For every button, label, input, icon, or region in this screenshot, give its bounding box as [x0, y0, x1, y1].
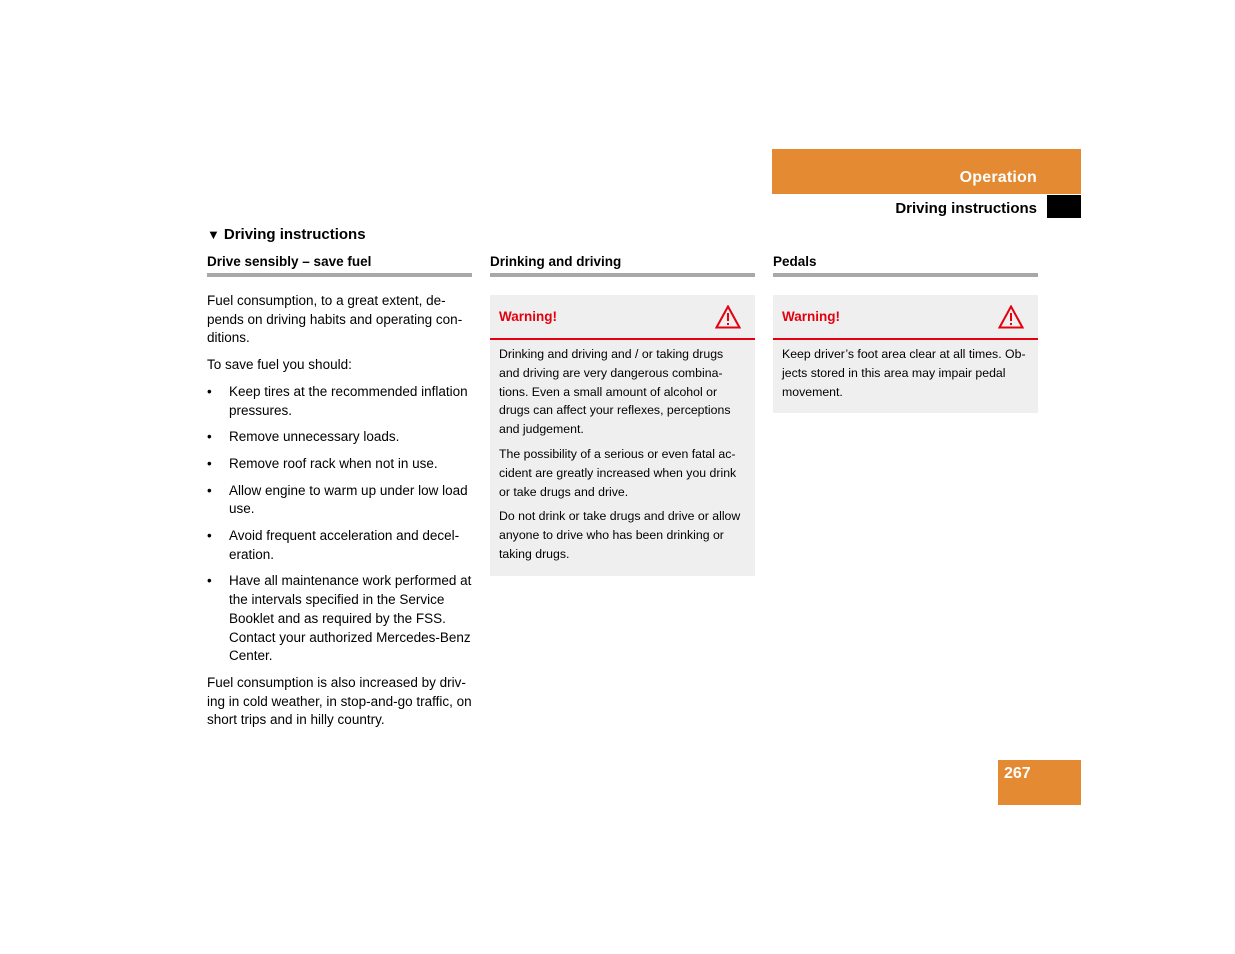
main-heading: [207, 226, 366, 243]
list-item: • Remove roof rack when not in use.: [207, 455, 472, 474]
section-title: Operation: [959, 169, 1037, 186]
column-heading: Pedals: [773, 254, 1038, 277]
paragraph: Fuel consumption is also increased by driving in cold weather, in stop-and-go traffic, on short trips and in hilly country.: [207, 674, 472, 728]
subsection-title: Driving instructions: [895, 200, 1037, 217]
list-item: • Remove unnecessary loads.: [207, 428, 472, 447]
warning-paragraph: Drinking and driving and / or taking drugs and driving are very dangerous combinations. Even a small amount of alcohol or drugs can affect your reflexes, perceptions and judgement.: [499, 347, 731, 437]
warning-box: [490, 295, 755, 576]
list-item: • Keep tires at the recommended inflation pressures.: [207, 383, 472, 420]
column-heading: Drive sensibly – save fuel: [207, 254, 472, 277]
column-drinking: [490, 254, 755, 576]
triangle-down-icon: ▼: [207, 227, 220, 242]
page-number-box: [998, 760, 1081, 805]
main-heading-text: Driving instructions: [223, 226, 366, 243]
warning-paragraph: The possibility of a serious or even fatal accident are greatly increased when you drink or take drugs and drive.: [499, 446, 737, 499]
warning-triangle-icon: [998, 305, 1024, 329]
column-fuel: [207, 254, 472, 738]
column-pedals: [773, 254, 1038, 413]
list-item: • Have all maintenance work performed at the intervals specified in the Service Booklet and as required by the FSS. Contact your authorized Mercedes-Benz Center.: [207, 572, 472, 666]
bullet-list: [207, 383, 472, 666]
warning-body: [773, 340, 1038, 413]
warning-header: [773, 295, 1038, 340]
thumb-tab-marker: [1047, 195, 1081, 218]
page-number: 267: [1004, 765, 1031, 782]
warning-label: Warning!: [782, 309, 840, 324]
warning-header: [490, 295, 755, 340]
paragraph: To save fuel you should:: [207, 357, 352, 373]
warning-label: Warning!: [499, 309, 557, 324]
paragraph: Fuel consumption, to a great extent, depends on driving habits and operating conditions.: [207, 293, 463, 346]
warning-paragraph: Keep driver’s foot area clear at all times. Objects stored in this area may impair pedal movement.: [782, 347, 1026, 399]
warning-body: [490, 340, 755, 576]
column-heading: Drinking and driving: [490, 254, 755, 277]
warning-box: [773, 295, 1038, 413]
list-item: • Avoid frequent acceleration and deceleration.: [207, 527, 472, 564]
warning-paragraph: Do not drink or take drugs and drive or allow anyone to drive who has been drinking or taking drugs.: [499, 509, 741, 561]
list-item: • Allow engine to warm up under low load use.: [207, 482, 472, 519]
warning-triangle-icon: [715, 305, 741, 329]
